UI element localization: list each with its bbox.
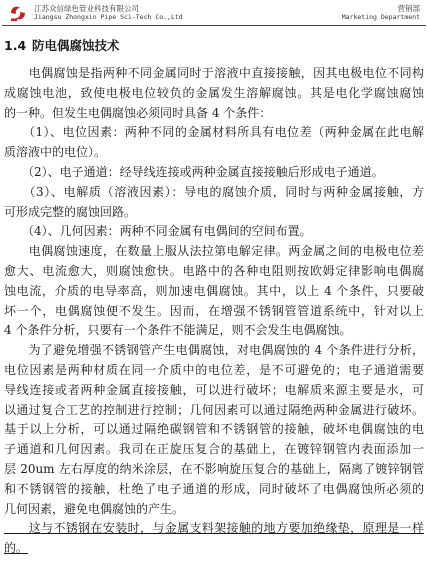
section-number: 1.4 xyxy=(4,38,27,53)
text-line xyxy=(4,539,424,559)
text-line: 4 个条件分析，只要有一个条件不能满足，则不会发生电偶腐蚀。 xyxy=(4,323,352,338)
header-divider xyxy=(2,25,426,26)
text-line: 成腐蚀电池，致使电极电位较负的金属发生溶解腐蚀。其是电化学腐蚀腐蚀 xyxy=(4,85,424,100)
department-name-cn: 营销部 xyxy=(397,4,420,13)
text-line: 为了避免增强不锈钢管产生电偶腐蚀，对电偶腐蚀的 4 个条件进行分析， xyxy=(4,343,424,358)
department-name-en: Marketing Department xyxy=(341,13,420,21)
text-line xyxy=(4,519,424,539)
text-line: 坏一个，电偶腐蚀便不发生。因而，在增强不锈钢管管道系统中，针对以上 xyxy=(4,303,424,318)
text-line: 子通道和几何因素。我司在正旋压复合的基础上，在镀锌钢管内表面添加一 xyxy=(4,442,424,457)
text-line: 质溶液中的电位）。 xyxy=(4,145,107,160)
text-line: 电偶腐蚀速度，在数量上服从法拉第电解定律。两金属之间的电极电位差 xyxy=(4,244,424,259)
body-text xyxy=(4,64,424,559)
text-line-content: 的。 xyxy=(4,541,29,556)
text-line: 电偶腐蚀是指两种不同金属同时于溶液中直接接触，因其电极电位不同构 xyxy=(4,66,424,80)
text-line: （3）、电解质（溶液因素）：导电的腐蚀介质，同时与两种金属接触，方 xyxy=(4,184,424,199)
section-title: 防电偶腐蚀技术 xyxy=(32,38,120,53)
text-line: 愈大、电流愈大，则腐蚀愈快。电路中的各种电阻则按欧姆定律影响电偶腐 xyxy=(4,263,424,278)
company-name-cn: 江苏众信绿色管业科技有限公司 xyxy=(34,4,139,13)
page-header xyxy=(0,0,428,26)
text-line: 以通过复合工艺的控制进行控制；几何因素可以通过隔绝两种金属进行破坏。 xyxy=(4,402,424,417)
text-line: （1）、电位因素：两种不同的金属材料所具有电位差（两种金属在此电解 xyxy=(4,125,424,140)
text-line: （4）、几何因素：两种不同金属有电偶间的空间布置。 xyxy=(4,224,312,239)
text-line: 层 20um 左右厚度的纳米涂层，在不影响旋压复合的基础上，隔离了镀锌钢管 xyxy=(4,461,424,476)
text-line-content: 这与不锈钢在安装时，与金属支料架接触的地方要加绝缘垫，原理是一样 xyxy=(4,521,424,536)
text-line: 导线连接或者两种金属直接接触，可以进行破坏；电解质来源主要是水，可 xyxy=(4,382,424,397)
text-line: 蚀电流，介质的电导率高，则加速电偶腐蚀。其中，以上 4 个条件，只要破 xyxy=(4,283,424,298)
text-line: 和不锈钢管的接触，杜绝了电子通道的形成，同时破坏了电偶腐蚀所必须的 xyxy=(4,481,424,496)
text-line: 可形成完整的腐蚀回路。 xyxy=(4,204,137,219)
text-line: 的一种。但发生电偶腐蚀必须同时具备 4 个条件： xyxy=(4,105,272,120)
text-line: 基于以上分析，可以通过隔绝碳钢管和不锈钢管的接触，破坏电偶腐蚀的电 xyxy=(4,422,424,437)
company-name-en: Jiangsu Zhongxin Pipe Sci-Tech Co.,Ltd xyxy=(34,13,183,21)
section-heading xyxy=(4,36,120,54)
text-line: （2）、电子通道：经导线连接或两种金属直接接触后形成电子通道。 xyxy=(4,164,384,179)
company-logo-icon xyxy=(8,3,28,23)
text-line: 电位因素是两种材质在同一介质中的电位差，是不可避免的；电子通道需要 xyxy=(4,362,424,377)
text-line: 几何因素，避免电偶腐蚀的产生。 xyxy=(4,501,185,516)
